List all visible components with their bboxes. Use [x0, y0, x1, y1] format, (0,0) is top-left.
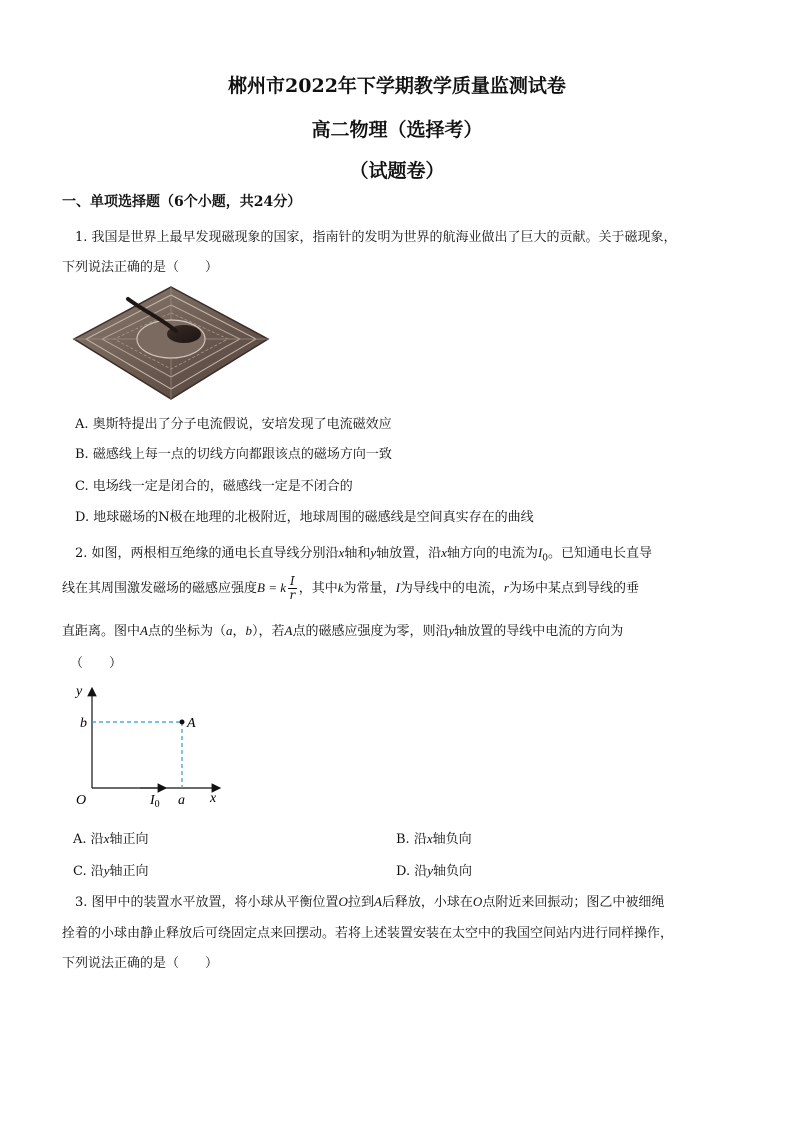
q2-text: 轴放置的导线中电流的方向为: [454, 624, 624, 639]
q1-option-b: B. 磁感线上每一点的切线方向都跟该点的磁场方向一致: [75, 447, 392, 462]
q2-var-k: k: [337, 580, 344, 595]
q2-option-d: [396, 860, 472, 879]
option-var: y: [427, 863, 434, 878]
q2-text: 为场中某点到导线的垂: [508, 581, 639, 596]
option-text: 轴正向: [109, 864, 149, 879]
b-label: b: [80, 716, 87, 731]
option-text: D. 沿: [396, 864, 428, 879]
q1-option-d: D. 地球磁场的N极在地理的北极附近，地球周围的磁感线是空间真实存在的曲线: [75, 510, 534, 525]
q2-text: 为常量，: [343, 581, 396, 596]
option-var: y: [103, 863, 110, 878]
q3-stem-line-3: 下列说法正确的是（ ）: [62, 956, 219, 971]
q2-text: 轴方向的电流为: [446, 546, 538, 561]
point-a-label: A: [187, 716, 196, 731]
q3-var-o: O: [472, 894, 483, 909]
origin-label: O: [76, 793, 87, 808]
option-var: x: [426, 831, 433, 846]
fraction-numerator: I: [290, 574, 295, 588]
option-text: B. 沿: [396, 832, 427, 847]
q2-stem-line-1: [75, 542, 652, 564]
exam-paper-tag: （试题卷）: [349, 160, 445, 182]
q2-stem-line-3: [62, 620, 623, 639]
q2-option-c: [73, 860, 149, 879]
q1-option-a: A. 奥斯特提出了分子电流假说，安培发现了电流磁效应: [75, 417, 392, 432]
q2-text: ，: [232, 624, 246, 639]
q2-text: 为导线中的电流，: [399, 581, 504, 596]
q3-var-a: A: [373, 894, 382, 909]
current-symbol: I: [150, 793, 155, 808]
q2-text: 轴和: [344, 546, 371, 561]
q2-var-y: y: [370, 545, 377, 560]
option-text: 轴负向: [433, 864, 473, 879]
q2-var-b: b: [245, 623, 252, 638]
q2-option-b: [396, 828, 472, 847]
q3-text: 3. 图甲中的装置水平放置，将小球从平衡位置: [75, 895, 339, 910]
q3-var-o: O: [338, 894, 348, 909]
q2-text: 点的磁感应强度为零，则沿: [292, 624, 449, 639]
q1-stem-line-2: 下列说法正确的是（ ）: [62, 260, 219, 275]
q3-stem-line-1: [75, 891, 664, 910]
q2-text: 。已知通电长直导: [548, 546, 653, 561]
q2-var-y: y: [448, 623, 455, 638]
q2-text: 点的坐标为（: [147, 624, 226, 639]
option-text: 轴正向: [109, 832, 149, 847]
q2-text: ），若: [252, 624, 285, 639]
q2-var-a: a: [225, 623, 233, 638]
q2-formula-lhs: B = k: [257, 580, 286, 595]
q2-var-i0: I: [537, 545, 543, 560]
q2-var-i: I: [395, 580, 400, 595]
exam-title: 郴州市2022年下学期教学质量监测试卷: [228, 75, 566, 97]
q3-text: 后释放，小球在: [381, 895, 473, 910]
q2-var-a-point: A: [284, 623, 293, 638]
q2-option-a: [73, 828, 148, 847]
y-axis-label: y: [76, 684, 83, 699]
option-text: C. 沿: [73, 864, 104, 879]
q2-text: 2. 如图，两根相互绝缘的通电长直导线分别沿: [75, 546, 339, 561]
fraction-denominator: r: [289, 588, 296, 602]
option-var: x: [103, 831, 110, 846]
q2-var-i0-subscript: 0: [542, 553, 549, 564]
a-label: a: [178, 793, 185, 808]
q2-text: 线在其周围激发磁场的磁感应强度: [62, 581, 258, 596]
q1-option-c: C. 电场线一定是闭合的，磁感线一定是不闭合的: [75, 479, 353, 494]
q2-text: 轴放置，沿: [376, 546, 442, 561]
q3-text: 点附近来回振动；图乙中被细绳: [482, 895, 665, 910]
compass-photo: [72, 283, 270, 403]
q2-var-x: x: [338, 545, 345, 560]
q2-formula-fraction: [288, 575, 297, 602]
q2-text: 直距离。图中: [62, 624, 141, 639]
q2-answer-blank: （ ）: [70, 656, 123, 671]
current-label: [149, 793, 160, 810]
current-subscript: 0: [154, 799, 160, 810]
exam-subtitle: 高二物理（选择考）: [311, 119, 483, 141]
x-axis-label: x: [210, 791, 217, 806]
section-heading: 一、单项选择题（6个小题，共24分）: [62, 194, 302, 210]
q2-text: ，其中: [298, 581, 338, 596]
q2-var-a-point: A: [140, 623, 148, 638]
q2-stem-line-2: [62, 575, 639, 602]
q2-coordinate-figure: [70, 680, 230, 810]
q2-var-x: x: [441, 545, 447, 560]
option-text: 轴负向: [432, 832, 472, 847]
q3-stem-line-2: 拴着的小球由静止释放后可绕固定点来回摆动。若将上述装置安装在太空中的我国空间站内进行同样操作，: [62, 926, 674, 941]
option-text: A. 沿: [73, 832, 104, 847]
point-a-dot: [180, 720, 185, 725]
q2-var-r: r: [503, 580, 509, 595]
q3-text: 拉到: [347, 895, 374, 910]
q1-stem-line-1: 1. 我国是世界上最早发现磁现象的国家，指南针的发明为世界的航海业做出了巨大的贡献。关于磁现象，: [75, 230, 677, 245]
